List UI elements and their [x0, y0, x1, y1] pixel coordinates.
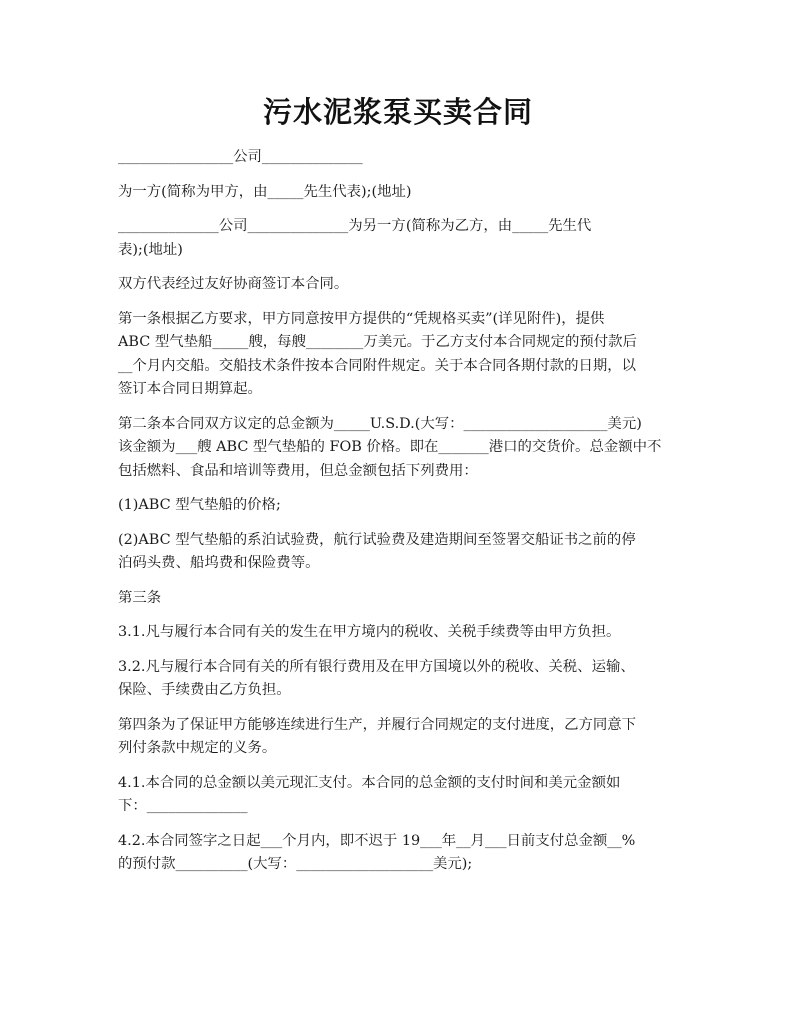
text-line: 为一方(简称为甲方，由_____先生代表);(地址) — [118, 183, 412, 200]
document-title: 污水泥浆泵买卖合同 — [262, 95, 533, 129]
article-3-heading — [118, 587, 688, 611]
text-line: 3.2.凡与履行本合同有关的所有银行费用及在甲方国境以外的税收、关税、运输、 — [118, 658, 635, 675]
text-line: 的预付款__________(大写：___________________美元); — [118, 856, 473, 872]
clause-4-1 — [118, 772, 688, 819]
text-line: __个月内交船。交船技术条件按本合同附件规定。关于本合同各期付款的日期，以 — [118, 357, 637, 374]
text-line: 该金额为___艘 ABC 型气垫船的 FOB 价格。即在_______港口的交货价。总金额中不 — [118, 439, 662, 455]
article-1 — [118, 308, 688, 402]
text-line: 4.1.本合同的总金额以美元现汇支付。本合同的总金额的支付时间和美元金额如 — [118, 774, 621, 791]
text-line: ABC 型气垫船_____艘，每艘________万美元。于乙方支付本合同规定的预付款后 — [118, 334, 637, 350]
text-line: (1)ABC 型气垫船的价格; — [118, 497, 281, 513]
text-line: 第一条根据乙方要求，甲方同意按甲方提供的“凭规格买卖”(详见附件)，提供 — [118, 310, 605, 327]
article-4 — [118, 714, 688, 761]
party-b-designation — [118, 215, 688, 262]
clause-4-2 — [118, 830, 688, 877]
text-line: 第三条 — [118, 589, 162, 606]
text-line: ______________公司______________为另一方(简称为乙方，由_____先生代 — [118, 218, 592, 234]
text-line: 签订本合同日期算起。 — [118, 381, 262, 397]
text-line: 下：______________ — [118, 798, 248, 814]
text-line: 3.1.凡与履行本合同有关的发生在甲方境内的税收、关税手续费等由甲方负担。 — [118, 624, 621, 640]
text-line: 双方代表经过友好协商签订本合同。 — [118, 276, 349, 292]
text-line: 4.2.本合同签字之日起___个月内，即不迟于 19___年__月___日前支付总金额__% — [118, 832, 636, 849]
text-line: 保险、手续费由乙方负担。 — [118, 682, 291, 698]
party-a-designation — [118, 181, 688, 205]
text-line: 第四条为了保证甲方能够连续进行生产，并履行合同规定的支付进度，乙方同意下 — [118, 716, 637, 733]
text-line: (2)ABC 型气垫船的系泊试验费，航行试验费及建造期间至签署交船证书之前的停 — [118, 531, 636, 548]
clause-3-2 — [118, 656, 688, 703]
article-2-item-2 — [118, 529, 688, 576]
article-2 — [118, 413, 688, 484]
text-line: 表);(地址) — [118, 241, 183, 258]
clause-3-1 — [118, 621, 688, 645]
document-body — [118, 146, 688, 888]
party-a-company — [118, 146, 688, 170]
signing-statement — [118, 273, 688, 297]
text-line: 泊码头费、船坞费和保险费等。 — [118, 555, 320, 571]
article-2-item-1 — [118, 494, 688, 518]
text-line: ________________公司______________ — [118, 149, 363, 165]
text-line: 包括燃料、食品和培训等费用，但总金额包括下列费用： — [118, 462, 478, 479]
text-line: 列付条款中规定的义务。 — [118, 740, 277, 756]
text-line: 第二条本合同双方议定的总金额为_____U.S.D.(大写：____________________美元) — [118, 415, 642, 432]
